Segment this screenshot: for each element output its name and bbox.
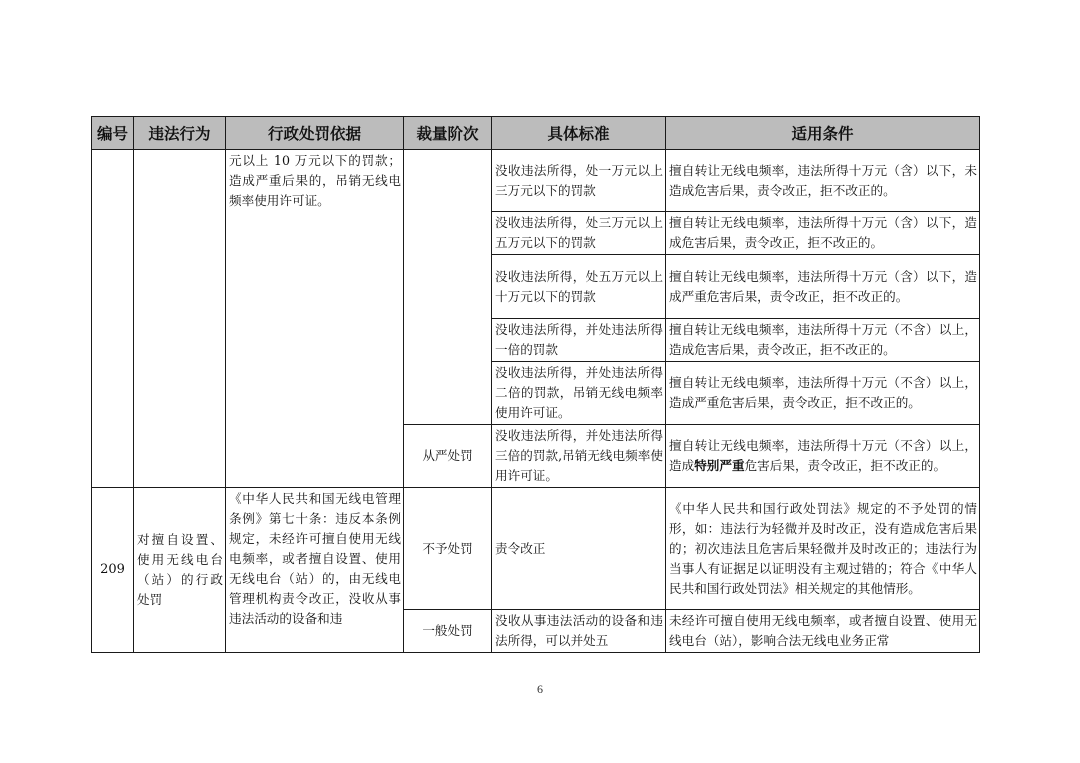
entry-legal-basis: 《中华人民共和国无线电管理条例》第七十条：违反本条例规定，未经许可擅自使用无线电频率，或者擅自设置、使用无线电台（站）的，由无线电管理机构责令改正，没收从事违法活动的设备和违 xyxy=(226,488,404,653)
header-violation: 违法行为 xyxy=(134,117,226,150)
table-header-row xyxy=(92,117,980,150)
condition-emphasis: 特别严重 xyxy=(694,458,745,473)
condition-cell: 擅自转让无线电频率，违法所得十万元（含）以下，造成严重危害后果，责令改正，拒不改正的。 xyxy=(666,255,980,319)
level-cell-no-penalty: 不予处罚 xyxy=(404,488,492,610)
cont-violation-cell xyxy=(134,150,226,488)
entry-violation: 对擅自设置、使用无线电台（站）的行政处罚 xyxy=(134,488,226,653)
standard-cell: 没收违法所得，处一万元以上三万元以下的罚款 xyxy=(492,150,666,212)
standard-cell: 责令改正 xyxy=(492,488,666,610)
header-number: 编号 xyxy=(92,117,134,150)
level-cell-general: 一般处罚 xyxy=(404,610,492,653)
table-row xyxy=(92,150,980,212)
table-row xyxy=(92,488,980,610)
condition-cell: 未经许可擅自使用无线电频率，或者擅自设置、使用无线电台（站），影响合法无线电业务正常 xyxy=(666,610,980,653)
condition-cell: 擅自转让无线电频率，违法所得十万元（含）以下，造成危害后果，责令改正，拒不改正的。 xyxy=(666,212,980,255)
standard-cell: 没收违法所得，并处违法所得三倍的罚款,吊销无线电频率使用许可证。 xyxy=(492,425,666,488)
cont-level-cell xyxy=(404,150,492,425)
penalty-table-container xyxy=(91,116,979,653)
header-specific-standard: 具体标准 xyxy=(492,117,666,150)
standard-cell: 没收违法所得，处五万元以上十万元以下的罚款 xyxy=(492,255,666,319)
standard-cell: 没收违法所得，并处违法所得一倍的罚款 xyxy=(492,319,666,362)
page-number: 6 xyxy=(537,682,543,696)
level-cell-strict: 从严处罚 xyxy=(404,425,492,488)
entry-number: 209 xyxy=(92,488,134,653)
standard-cell: 没收从事违法活动的设备和违法所得，可以并处五 xyxy=(492,610,666,653)
condition-cell: 擅自转让无线电频率，违法所得十万元（含）以下，未造成危害后果，责令改正，拒不改正的。 xyxy=(666,150,980,212)
header-legal-basis: 行政处罚依据 xyxy=(226,117,404,150)
condition-text-after: 危害后果，责令改正，拒不改正的。 xyxy=(744,458,947,473)
header-discretion-level: 裁量阶次 xyxy=(404,117,492,150)
penalty-table xyxy=(91,116,980,653)
condition-text-before: 擅自转让无线电频率，违法所得十万元（不含）以上，造成 xyxy=(669,438,977,473)
cont-legal-basis: 元以上 10 万元以下的罚款；造成严重后果的，吊销无线电频率使用许可证。 xyxy=(226,150,404,488)
condition-cell: 擅自转让无线电频率，违法所得十万元（不含）以上，造成严重危害后果，责令改正，拒不改正的。 xyxy=(666,362,980,425)
condition-cell: 《中华人民共和国行政处罚法》规定的不予处罚的情形，如：违法行为轻微并及时改正，没有造成危害后果的；初次违法且危害后果轻微并及时改正的；违法行为当事人有证据足以证明没有主观过错的；符合《中华人民共和国行政处罚法》相关规定的其他情形。 xyxy=(666,488,980,610)
condition-cell: 擅自转让无线电频率，违法所得十万元（不含）以上，造成危害后果，责令改正，拒不改正的。 xyxy=(666,319,980,362)
standard-cell: 没收违法所得，处三万元以上五万元以下的罚款 xyxy=(492,212,666,255)
cont-number-cell xyxy=(92,150,134,488)
standard-cell: 没收违法所得，并处违法所得二倍的罚款，吊销无线电频率使用许可证。 xyxy=(492,362,666,425)
header-applicable-condition: 适用条件 xyxy=(666,117,980,150)
condition-cell xyxy=(666,425,980,488)
